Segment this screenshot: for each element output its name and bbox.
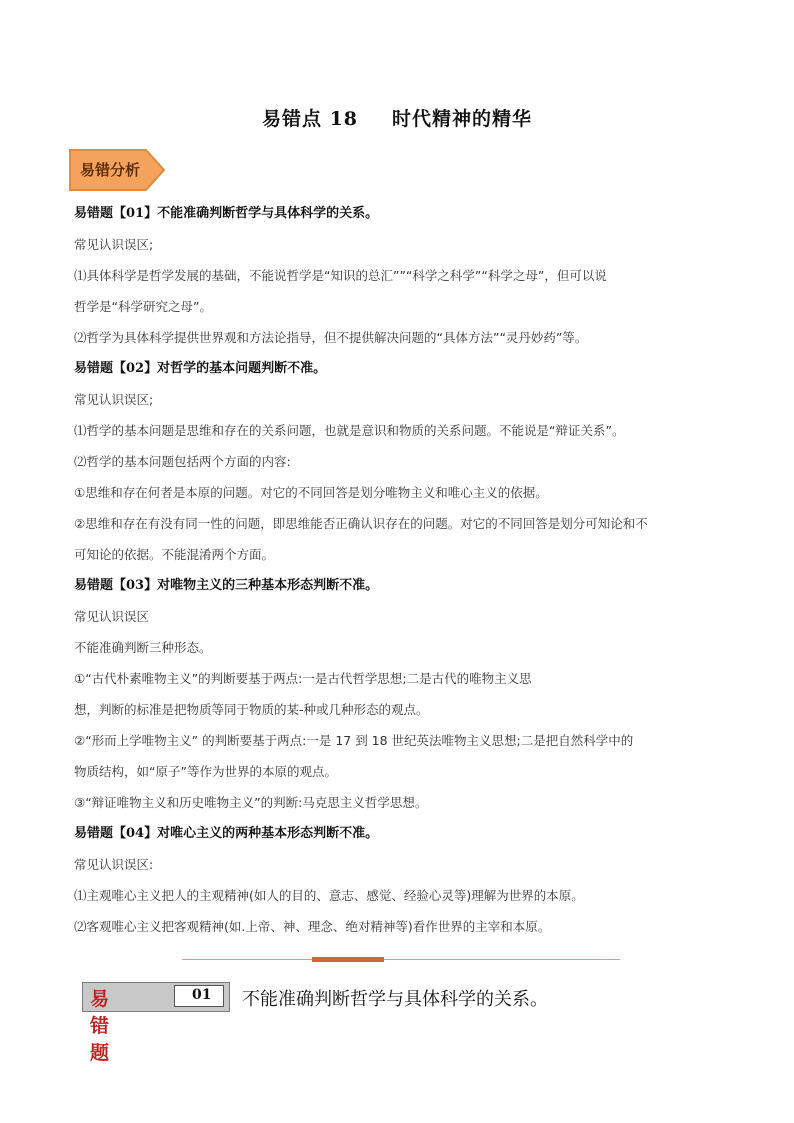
- body-text-line: 可知论的依据。不能混淆两个方面。: [74, 547, 275, 562]
- body-text-line: ①思维和存在何者是本原的问题。对它的不同回答是划分唯物主义和唯心主义的依据。: [74, 485, 548, 500]
- question-heading: 易错题【04】对唯心主义的两种基本形态判断不准。: [74, 826, 379, 841]
- question-heading: 易错题【03】对唯物主义的三种基本形态判断不准。: [74, 578, 379, 593]
- body-text-line: ⑴哲学的基本问题是思维和存在的关系问题，也就是意识和物质的关系问题。不能说是“辩证关系”。: [74, 423, 625, 438]
- body-text-line: 常见认识误区;: [74, 392, 154, 407]
- question-heading: 易错题【01】不能准确判断哲学与具体科学的关系。: [74, 206, 379, 221]
- body-text-line: ①“古代朴素唯物主义”的判断要基于两点:一是古代哲学思想;二是古代的唯物主义思: [74, 671, 532, 686]
- body-text-line: 不能准确判断三种形态。: [74, 640, 212, 655]
- question-heading: 易错题【02】对哲学的基本问题判断不准。: [74, 361, 327, 376]
- title-number: 易错点 18: [261, 108, 359, 130]
- divider-accent: [312, 957, 384, 962]
- title-topic: 时代精神的精华: [392, 108, 533, 130]
- body-text-line: ⑴主观唯心主义把人的主观精神(如人的目的、意志、感觉、经验心灵等)理解为世界的本原。: [74, 888, 584, 903]
- section-title: 不能准确判断哲学与具体科学的关系。: [242, 989, 548, 1010]
- analysis-badge: [68, 148, 164, 190]
- section-tag-label: 易错题: [90, 988, 114, 1064]
- body-text-line: ⑵客观唯心主义把客观精神(如.上帝、神、理念、绝对精神等)看作世界的主宰和本原。: [74, 919, 551, 934]
- section-tag-number: 01: [192, 987, 212, 1003]
- page-title: [0, 104, 794, 131]
- divider-line: [182, 959, 620, 960]
- body-text-line: ②“形而上学唯物主义” 的判断要基于两点:一是 17 到 18 世纪英法唯物主义思想;二是把自然科学中的: [74, 733, 634, 748]
- body-text-line: 哲学是“科学研究之母”。: [74, 299, 212, 314]
- badge-label: 易错分析: [80, 161, 141, 179]
- body-text-line: ③“辩证唯物主义和历史唯物主义”的判断:马克思主义哲学思想。: [74, 795, 428, 810]
- content-body: [74, 198, 734, 942]
- body-text-line: 物质结构，如“原子”等作为世界的本原的观点。: [74, 764, 337, 779]
- body-text-line: ⑵哲学的基本问题包括两个方面的内容:: [74, 454, 291, 469]
- body-text-line: ⑵哲学为具体科学提供世界观和方法论指导，但不提供解决问题的“具体方法”“灵丹妙药”等。: [74, 330, 588, 345]
- body-text-line: ②思维和存在有没有同一性的问题，即思维能否正确认识存在的问题。对它的不同回答是划分可知论和不: [74, 516, 648, 531]
- body-text-line: 常见认识误区;: [74, 237, 154, 252]
- body-text-line: ⑴具体科学是哲学发展的基础，不能说哲学是“知识的总汇””“科学之科学”“科学之母”，但可以说: [74, 268, 607, 283]
- body-text-line: 常见认识误区:: [74, 857, 154, 872]
- body-text-line: 常见认识误区: [74, 609, 150, 624]
- body-text-line: 想，判断的标准是把物质等同于物质的某-种或几种形态的观点。: [74, 702, 429, 717]
